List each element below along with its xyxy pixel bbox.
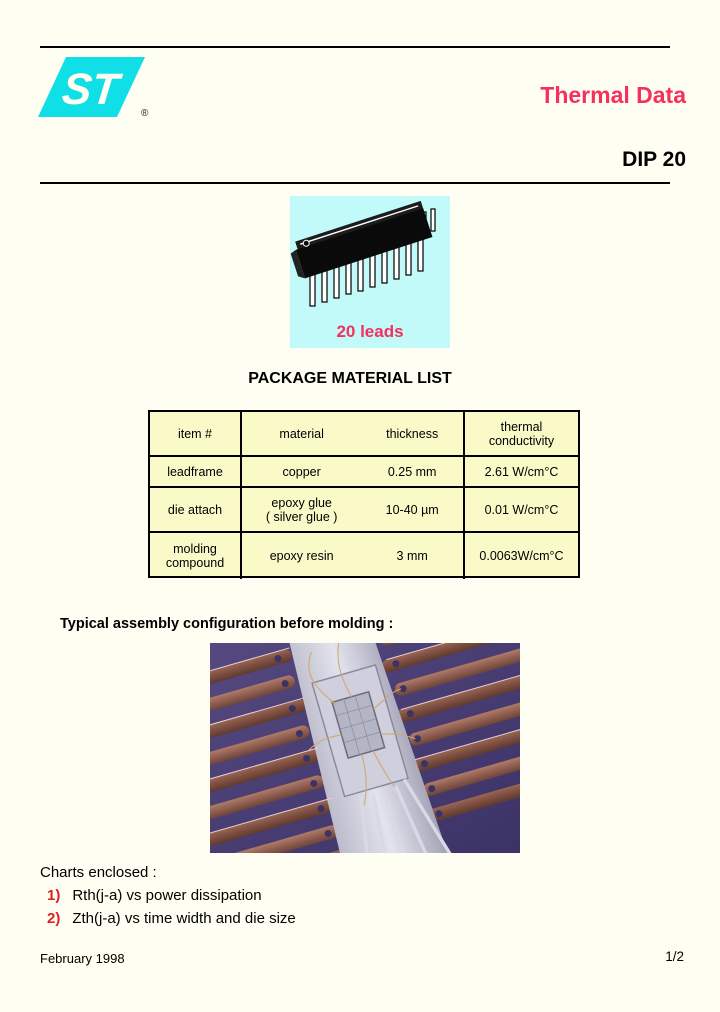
dip-package-icon xyxy=(290,196,450,321)
chart-item-text: Rth(j-a) vs power dissipation xyxy=(72,887,262,904)
header-material-thickness xyxy=(242,412,465,455)
top-rule xyxy=(40,46,670,48)
st-logo xyxy=(37,56,155,124)
cell-material: copper xyxy=(282,464,321,479)
cell-conductivity: 2.61 W/cm°C xyxy=(484,464,559,479)
table-row-leadframe xyxy=(150,457,578,488)
cell-conductivity: 0.0063W/cm°C xyxy=(479,549,564,563)
footer-page-number: 1/2 xyxy=(665,949,684,964)
chart-item-number: 1) xyxy=(47,887,61,904)
cell-thickness: 3 mm xyxy=(396,549,428,563)
cell-item: molding xyxy=(173,542,217,556)
cell-thickness: 10-40 µm xyxy=(385,502,439,517)
package-caption: 20 leads xyxy=(336,322,404,341)
cell-material-line2: ( silver glue ) xyxy=(265,509,338,524)
document-title: Thermal Data xyxy=(540,82,686,108)
header-conductivity-line1: thermal xyxy=(500,419,543,434)
chart-item-number: 2) xyxy=(47,910,61,927)
cell-thickness: 0.25 mm xyxy=(387,464,437,479)
charts-enclosed-section xyxy=(40,864,296,927)
header-item xyxy=(150,412,242,455)
header-item-label: item # xyxy=(177,426,213,441)
st-logo-icon xyxy=(37,56,155,124)
material-list-heading: PACKAGE MATERIAL LIST xyxy=(248,370,452,387)
cell-item: leadframe xyxy=(167,464,223,479)
mid-rule xyxy=(40,182,670,184)
part-number: DIP 20 xyxy=(622,148,686,171)
header-thickness-label: thickness xyxy=(386,426,439,441)
cell-item-line2: compound xyxy=(165,556,225,570)
header-conductivity xyxy=(465,412,578,455)
package-figure xyxy=(290,196,450,348)
svg-text:ST: ST xyxy=(59,65,122,114)
registered-mark: ® xyxy=(141,108,149,119)
footer-date: February 1998 xyxy=(40,951,125,966)
material-table xyxy=(148,410,580,578)
header-material-label: material xyxy=(279,426,324,441)
assembly-caption: Typical assembly configuration before molding : xyxy=(60,616,394,632)
chart-list-item xyxy=(40,887,296,904)
cell-material: epoxy resin xyxy=(269,549,334,563)
leadframe-photo xyxy=(210,643,520,853)
header-conductivity-line2: conductivity xyxy=(488,433,555,448)
cell-material: epoxy glue xyxy=(271,495,332,510)
chart-item-text: Zth(j-a) vs time width and die size xyxy=(72,910,296,927)
table-row-die-attach xyxy=(150,488,578,533)
cell-item: die attach xyxy=(167,502,223,517)
cell-conductivity: 0.01 W/cm°C xyxy=(484,502,559,517)
charts-intro: Charts enclosed : xyxy=(40,864,157,881)
table-row-molding-compound xyxy=(150,533,578,579)
table-header-row xyxy=(150,412,578,457)
chart-list-item xyxy=(40,910,296,927)
